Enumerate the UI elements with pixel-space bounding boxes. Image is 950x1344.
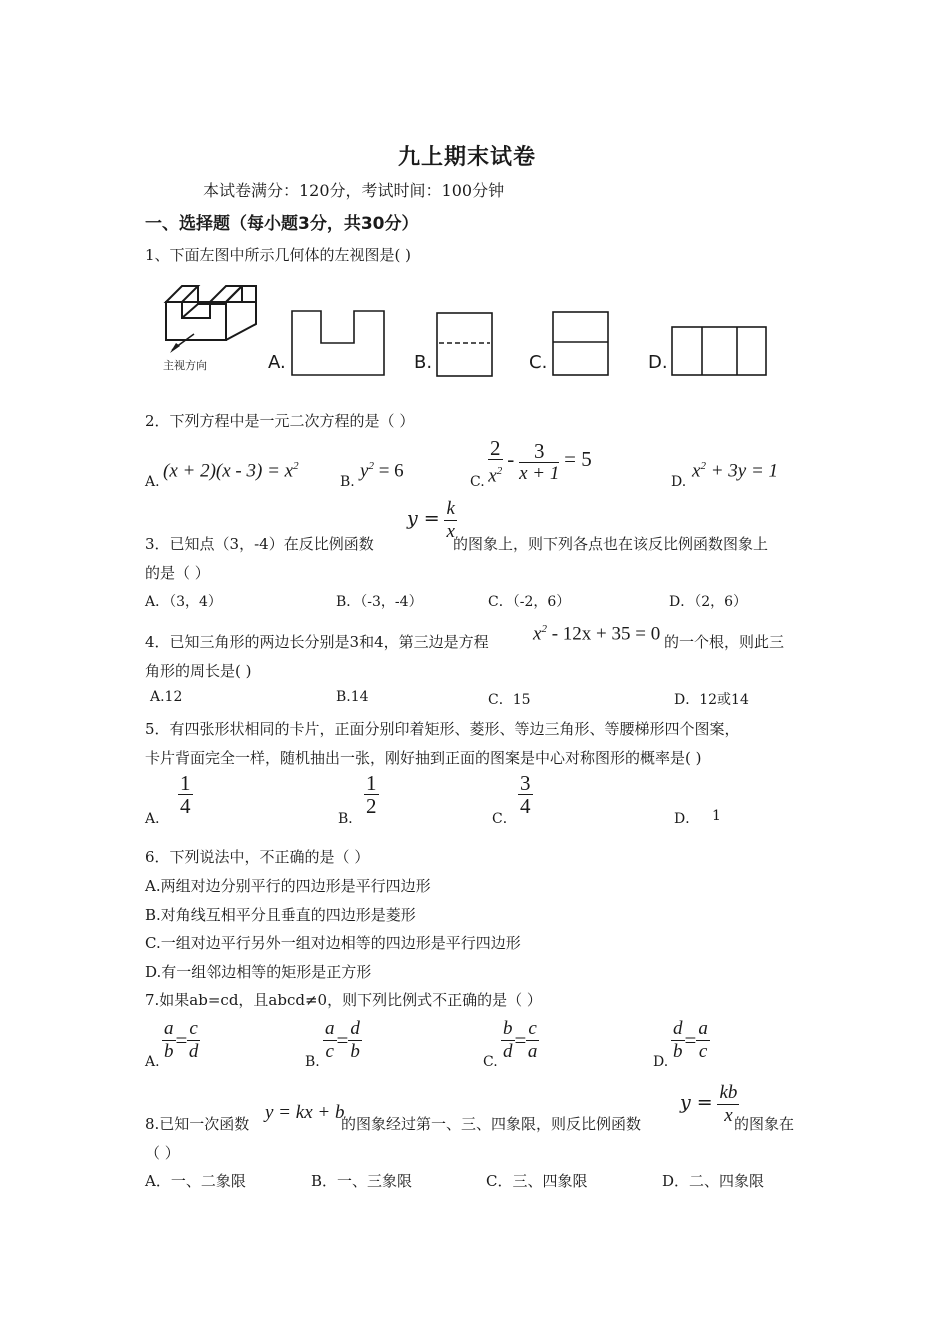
q4-stem-part1: 4．已知三角形的两边长分别是3和4，第三边是方程 xyxy=(145,633,489,651)
q2-opt-c-label: C. xyxy=(470,474,485,490)
q3-opt-b: B．（-3，-4） xyxy=(336,594,423,610)
q5-opt-d-label: D． xyxy=(674,811,700,827)
q1-opt-b-figure xyxy=(436,312,494,378)
q4-opt-b: B.14 xyxy=(336,689,369,705)
q5-opt-d-value: 1 xyxy=(712,808,721,824)
q1-stem: 1、下面左图中所示几何体的左视图是( ) xyxy=(145,246,412,264)
q1-opt-a-figure xyxy=(291,310,387,378)
q6-stem: 6．下列说法中，不正确的是（ ） xyxy=(145,848,370,866)
q7-opt-d-label: D. xyxy=(653,1054,669,1070)
q3-stem-part1: 3．已知点（3，-4）在反比例函数 xyxy=(145,535,374,553)
q6-opt-b: B.对角线互相平分且垂直的四边形是菱形 xyxy=(145,906,416,924)
q4-opt-d: D．12或14 xyxy=(674,692,749,708)
q8-opt-c: C．三、四象限 xyxy=(486,1172,588,1190)
q1-opt-d-label: D. xyxy=(648,352,668,373)
q7-opt-c-label: C. xyxy=(483,1054,498,1070)
q2-opt-b-label: B. xyxy=(340,474,355,490)
q6-opt-a: A.两组对边分别平行的四边形是平行四边形 xyxy=(145,877,431,895)
q7-opt-b-label: B. xyxy=(305,1054,320,1070)
q2-stem: 2．下列方程中是一元二次方程的是（ ） xyxy=(145,412,415,430)
q5-opt-a-label: A． xyxy=(145,811,170,827)
q3-opt-c: C．（-2，6） xyxy=(488,594,571,610)
q7-opt-c-proportion: $\frac{b}{d}$ = $\frac{c}{a}$ xyxy=(503,1018,538,1062)
q1-opt-c-label: C. xyxy=(529,352,548,373)
q5-opt-b-label: B． xyxy=(338,811,363,827)
q3-opt-a: A．（3，4） xyxy=(145,594,222,610)
q4-stem-part3: 角形的周长是( ) xyxy=(145,662,252,680)
q3-stem-part2: 的图象上，则下列各点也在该反比例函数图象上 xyxy=(453,535,769,553)
q8-answer-paren: （ ） xyxy=(145,1144,180,1162)
q4-stem-part2: 的一个根，则此三 xyxy=(664,633,785,651)
q1-figure-caption: 主视方向 xyxy=(163,359,207,372)
q3-stem-part3: 的是（ ） xyxy=(145,564,210,582)
q2-opt-d-label: D. xyxy=(671,474,687,490)
q3-function: y = $\frac{k}{x}$ xyxy=(407,498,455,542)
q5-stem-line1: 5．有四张形状相同的卡片，正面分别印着矩形、菱形、等边三角形、等腰梯形四个图案， xyxy=(145,720,740,738)
q6-opt-d: D.有一组邻边相等的矩形是正方形 xyxy=(145,963,372,981)
q6-opt-c: C.一组对边平行另外一组对边相等的四边形是平行四边形 xyxy=(145,934,521,952)
q8-opt-a: A．一、二象限 xyxy=(145,1172,246,1190)
q3-opt-d: D．（2，6） xyxy=(669,594,748,610)
q8-stem-part2: 的图象经过第一、三、四象限，则反比例函数 xyxy=(341,1115,642,1133)
q8-linear-function: y = kx + b xyxy=(265,1102,345,1123)
q8-opt-d: D．二、四象限 xyxy=(662,1172,765,1190)
q1-opt-d-figure xyxy=(671,326,769,378)
section-heading: 一、选择题（每小题3分，共30分） xyxy=(145,214,419,234)
q5-opt-c-label: C． xyxy=(492,811,517,827)
q8-stem-part3: 的图象在 xyxy=(734,1115,795,1133)
q5-stem-line2: 卡片背面完全一样，随机抽出一张，刚好抽到正面的图案是中心对称图形的概率是( ) xyxy=(145,749,702,767)
exam-info: 本试卷满分：120分，考试时间：100分钟 xyxy=(203,181,505,200)
q7-opt-b-proportion: $\frac{a}{c}$ = $\frac{d}{b}$ xyxy=(325,1018,360,1062)
q7-stem: 7.如果ab=cd，且abcd≠0，则下列比例式不正确的是（ ） xyxy=(145,991,542,1009)
q4-equation: $x^2 - 12x + 35 = 0$ xyxy=(533,623,661,645)
q2-opt-d-eq: $x^2 + 3y = 1$ xyxy=(692,460,779,482)
q4-opt-c: C．15 xyxy=(488,692,531,708)
q5-opt-a-fraction: $\frac{1}{4}$ xyxy=(180,771,191,818)
q1-opt-a-label: A. xyxy=(268,352,286,373)
q5-opt-c-fraction: $\frac{3}{4}$ xyxy=(520,771,531,818)
q2-opt-a-label: A. xyxy=(145,474,160,490)
q8-inverse-function: y = $\frac{kb}{x}$ xyxy=(680,1082,738,1126)
q5-opt-b-fraction: $\frac{1}{2}$ xyxy=(366,771,377,818)
q4-opt-a: A.12 xyxy=(150,689,183,705)
q1-opt-b-label: B. xyxy=(414,352,433,373)
q7-opt-d-proportion: $\frac{d}{b}$ = $\frac{a}{c}$ xyxy=(673,1018,708,1062)
q2-opt-c-eq: $\frac{2}{x^2}$ - $\frac{3}{x + 1}$ = 5 xyxy=(488,436,592,487)
q8-opt-b: B．一、三象限 xyxy=(311,1172,413,1190)
q2-opt-a-eq: $(x + 2)(x - 3) = x^2$ xyxy=(163,460,299,482)
q7-opt-a-label: A. xyxy=(145,1054,160,1070)
q8-stem-part1: 8.已知一次函数 xyxy=(145,1115,250,1133)
page-title: 九上期末试卷 xyxy=(398,145,537,170)
q2-opt-b-eq: $y^2 = 6$ xyxy=(360,460,404,482)
q7-opt-a-proportion: $\frac{a}{b}$ = $\frac{c}{d}$ xyxy=(164,1018,199,1062)
q1-opt-c-figure xyxy=(552,311,610,377)
